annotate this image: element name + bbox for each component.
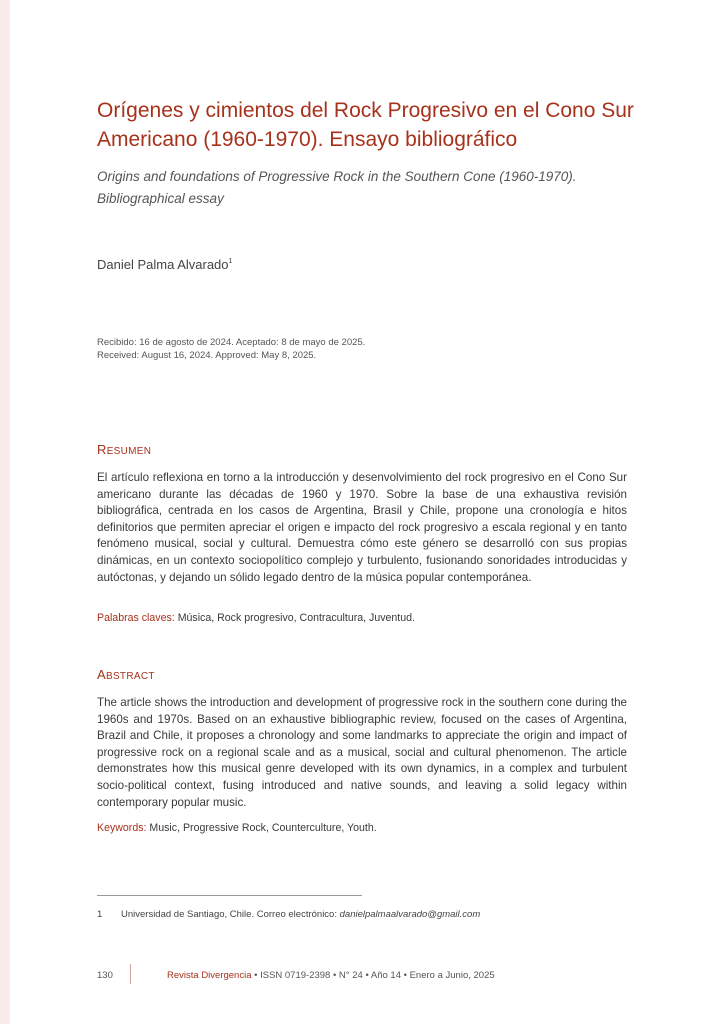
journal-name: Revista Divergencia xyxy=(167,970,252,981)
left-margin-band xyxy=(0,0,10,1024)
resumen-text: El artículo reflexiona en torno a la introducción y desenvolvimiento del rock progresivo en el Cono Sur americano durante las décadas de 1960 y 1970. Sobre la base de una exhaustiva revisión bibliográfica, centrada en los casos de Argentina, Brasil y Chile, propone una cronología e hitos definitorios que permiten apreciar el origen e impacto del rock progresivo a escala regional y en tanto fenómeno musical, social y cultural. Demuestra cómo este género se desarrolló con sus propias dinámicas, en un contexto sociopolítico complejo y turbulento, fusionando sonoridades introducidas y autóctonas, y dejando un sólido legado dentro de la música popular contemporánea. xyxy=(97,471,627,584)
resumen-keywords xyxy=(97,612,415,624)
author-name: Daniel Palma Alvarado xyxy=(97,257,229,272)
abstract-keywords xyxy=(97,822,377,834)
abstract-text: The article shows the introduction and development of progressive rock in the southern cone during the 1960s and 1970s. Based on an exhaustive bibliographic review, focused on the cases of Argentina, Brazil and Chile, it proposes a chronology and some landmarks to appreciate the origin and impact of progressive rock on a regional scale and as a musical, social and cultural phenomenon. The article demonstrates how this musical genre developed with its own dynamics, in a complex and turbulent socio-political context, fusing introduced and native sounds, and leaving a solid legacy within contemporary popular music. xyxy=(97,696,627,809)
abstract-heading: ABSTRACT xyxy=(97,667,155,682)
footnote-email[interactable]: danielpalmaalvarado@gmail.com xyxy=(339,909,481,920)
author-footnote-ref[interactable]: 1 xyxy=(228,258,233,265)
dates-spanish: Recibido: 16 de agosto de 2024. Aceptado: 8 de mayo de 2025. xyxy=(97,337,366,348)
journal-details: • ISSN 0719-2398 • N° 24 • Año 14 • Enero a Junio, 2025 xyxy=(251,970,495,981)
dates-english: Received: August 16, 2024. Approved: May 8, 2025. xyxy=(97,350,317,361)
resumen-keywords-label: Palabras claves: xyxy=(97,612,175,624)
page-number: 130 xyxy=(97,970,113,981)
article-title: Orígenes y cimientos del Rock Progresivo en el Cono Sur Americano (1960-1970). Ensayo bibliográfico xyxy=(97,99,634,151)
abstract-keywords-label: Keywords: xyxy=(97,822,147,834)
submission-dates xyxy=(97,336,365,362)
footnote-divider xyxy=(97,895,362,896)
footnote xyxy=(97,909,480,920)
abstract-keywords-list: Music, Progressive Rock, Counterculture, Youth. xyxy=(149,822,377,834)
resumen-heading: RESUMEN xyxy=(97,442,152,457)
resumen-keywords-list: Música, Rock progresivo, Contracultura, Juventud. xyxy=(177,612,415,624)
footer-divider xyxy=(130,964,131,984)
journal-info xyxy=(167,970,495,981)
article-subtitle: Origins and foundations of Progressive Rock in the Southern Cone (1960-1970). Bibliographical essay xyxy=(97,169,577,206)
footnote-text: Universidad de Santiago, Chile. Correo electrónico: xyxy=(121,909,340,920)
footnote-number: 1 xyxy=(97,909,103,920)
author-line xyxy=(97,257,232,272)
